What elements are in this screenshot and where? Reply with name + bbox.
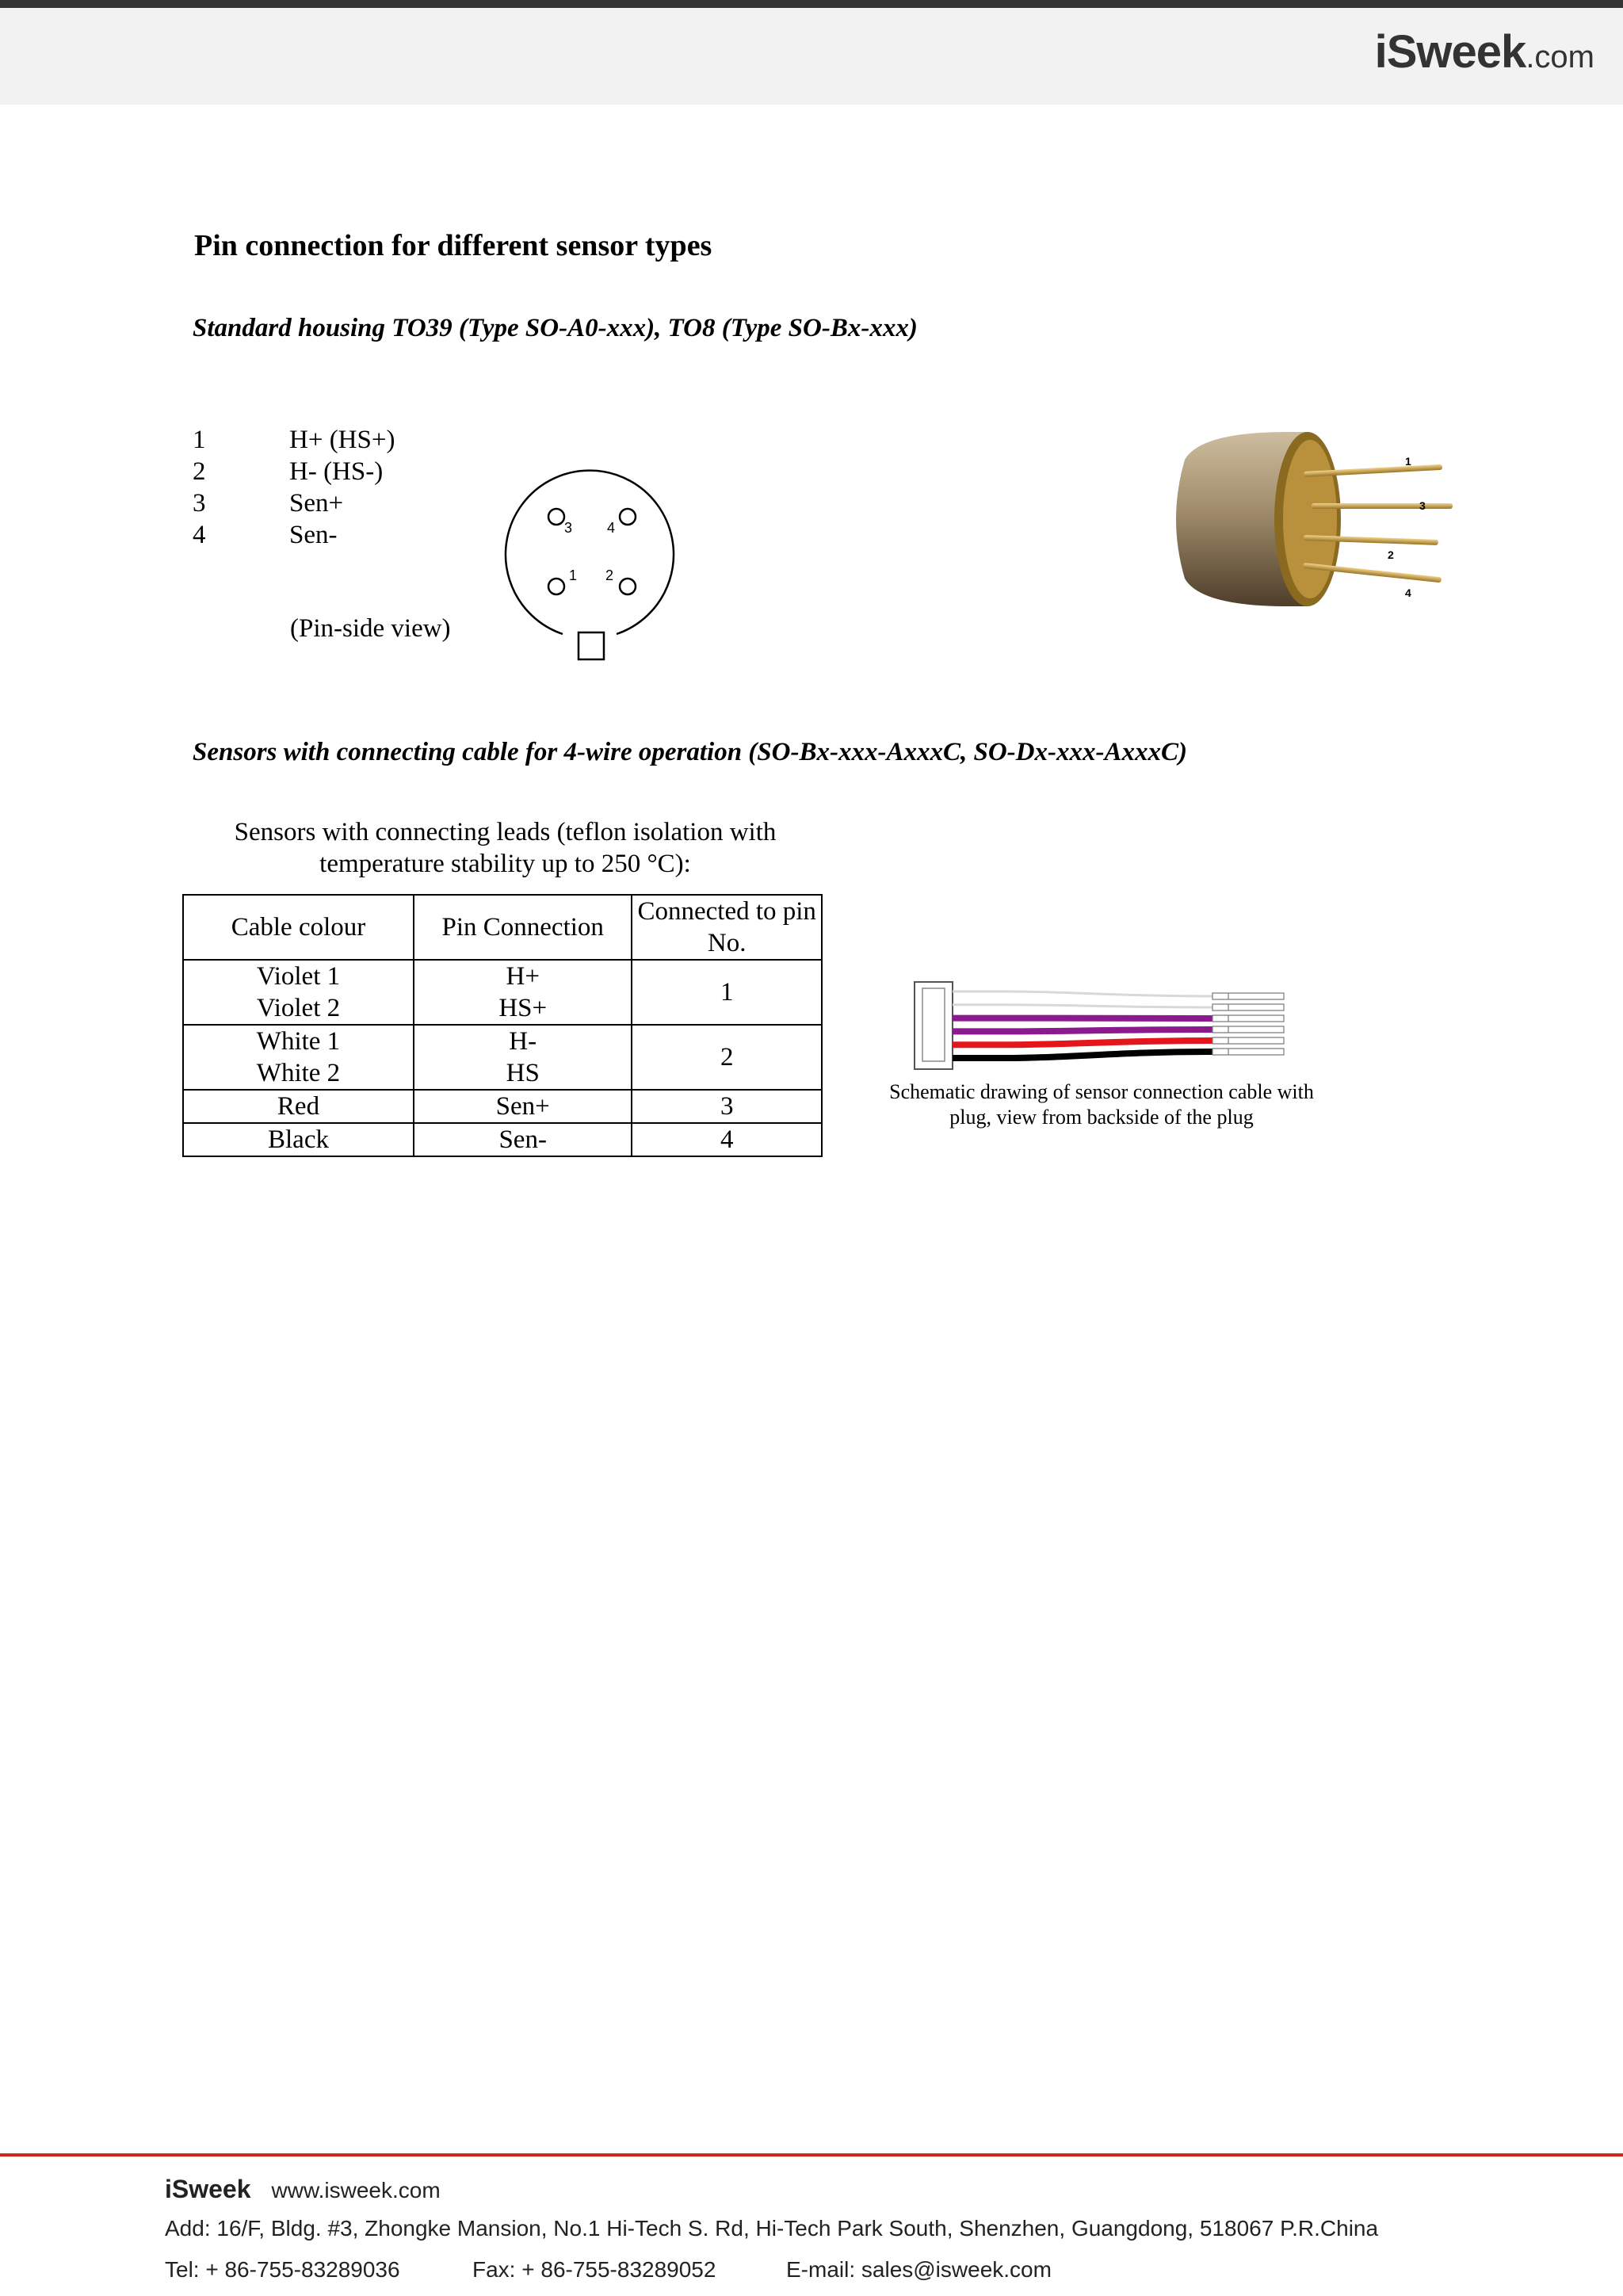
wire-terminal	[1212, 1015, 1284, 1022]
pin-row	[193, 487, 395, 519]
wire-terminal	[1212, 993, 1284, 999]
pin-side-view-diagram	[499, 460, 689, 666]
cell-line: Violet 1	[256, 962, 341, 991]
cell-pin-number: 2	[632, 1025, 822, 1090]
drawing-caption-line: plug, view from backside of the plug	[949, 1106, 1254, 1129]
footer-logo: iSweek	[165, 2175, 251, 2203]
footer-line-1	[165, 2175, 441, 2204]
pin-side-view-note: (Pin-side view)	[290, 614, 451, 643]
pin-2-hole	[620, 579, 636, 594]
footer-divider	[0, 2153, 1623, 2157]
photo-pin-label: 3	[1419, 499, 1426, 512]
table-row	[183, 960, 822, 1025]
table-caption	[182, 816, 828, 880]
pin-1-number: 1	[569, 567, 578, 583]
pin-label: Sen-	[289, 521, 338, 549]
footer-address: Add: 16/F, Bldg. #3, Zhongke Mansion, No.1 Hi-Tech S. Rd, Hi-Tech Park South, Shenzhen, Guangdong, 518067 P.R.China	[165, 2216, 1379, 2241]
wires	[953, 991, 1284, 1058]
cell-line: H-	[509, 1027, 537, 1056]
cell-pin: Sen+	[414, 1090, 632, 1123]
pin-4-hole	[620, 509, 636, 525]
cable-wire	[953, 1041, 1212, 1045]
pin-number: 3	[193, 489, 206, 518]
footer-line-3	[165, 2257, 1052, 2283]
sensor-base-face	[1283, 440, 1337, 598]
footer-email-link[interactable]: E-mail: sales@isweek.com	[786, 2257, 1052, 2282]
cell-line: HS	[506, 1059, 540, 1087]
header-connected-to: Connected to pin No.	[632, 895, 822, 960]
brand-logo-suffix: .com	[1526, 40, 1594, 74]
brand-logo-main: iSweek	[1374, 26, 1526, 78]
cell-colour: Red	[183, 1090, 414, 1123]
pin-3-hole	[548, 509, 564, 525]
table-row	[183, 1090, 822, 1123]
table-row	[183, 1123, 822, 1156]
wire-terminal	[1212, 1026, 1284, 1033]
pin-3-number: 3	[564, 520, 573, 536]
housing-outline	[506, 471, 674, 634]
brand-logo[interactable]	[1375, 25, 1594, 78]
pin-2-number: 2	[605, 567, 614, 583]
photo-pin-label: 1	[1405, 455, 1411, 468]
footer-tel: Tel: + 86-755-83289036	[165, 2257, 400, 2282]
sensor-pin	[1312, 503, 1453, 509]
pin-label: Sen+	[289, 489, 344, 518]
table-caption-line: Sensors with connecting leads (teflon isolation with	[234, 818, 777, 846]
pin-4-number: 4	[607, 520, 616, 536]
housing-tab	[579, 632, 604, 659]
drawing-caption-line: Schematic drawing of sensor connection cable with	[889, 1080, 1314, 1103]
pin-label: H- (HS-)	[289, 457, 384, 486]
photo-pin-label: 4	[1405, 586, 1411, 599]
cell-colour	[183, 1025, 414, 1090]
cable-wire	[953, 1030, 1212, 1031]
wire-terminal	[1212, 1004, 1284, 1010]
photo-pin-label: 2	[1388, 548, 1394, 561]
table-header-row	[183, 895, 822, 960]
cell-pin	[414, 960, 632, 1025]
cell-line: White 2	[256, 1059, 341, 1087]
cell-colour: Black	[183, 1123, 414, 1156]
wire-terminal	[1212, 1037, 1284, 1044]
cell-line: HS+	[498, 994, 548, 1022]
cable-wire	[953, 1005, 1212, 1007]
pin-number: 1	[193, 426, 206, 454]
cable-wire	[953, 991, 1212, 996]
cell-line: H+	[506, 962, 540, 991]
header-pin-connection: Pin Connection	[414, 895, 632, 960]
section2-heading: Sensors with connecting cable for 4-wire operation (SO-Bx-xxx-AxxxC, SO-Dx-xxx-AxxxC)	[193, 738, 1187, 766]
cell-line: White 1	[256, 1027, 341, 1056]
pin-list	[193, 424, 395, 551]
drawing-caption	[872, 1079, 1331, 1130]
footer-fax: Fax: + 86-755-83289052	[472, 2257, 716, 2282]
pin-label: H+ (HS+)	[289, 426, 395, 454]
pin-row	[193, 519, 395, 551]
table-caption-line: temperature stability up to 250 °C):	[319, 850, 691, 878]
cell-pin-number: 4	[632, 1123, 822, 1156]
cell-pin	[414, 1025, 632, 1090]
footer-website-link[interactable]: www.isweek.com	[271, 2178, 441, 2202]
plug-face	[922, 988, 945, 1061]
cable-table	[182, 894, 823, 1157]
pin-1-hole	[548, 579, 564, 594]
section1-heading: Standard housing TO39 (Type SO-A0-xxx), TO8 (Type SO-Bx-xxx)	[193, 314, 918, 342]
wire-terminal	[1212, 1049, 1284, 1055]
header-cable-colour: Cable colour	[183, 895, 414, 960]
cell-line: Violet 2	[256, 994, 341, 1022]
cell-pin: Sen-	[414, 1123, 632, 1156]
cell-pin-number: 3	[632, 1090, 822, 1123]
pin-number: 2	[193, 457, 206, 486]
cable-schematic	[911, 979, 1300, 1074]
page-title: Pin connection for different sensor types	[194, 229, 712, 262]
pin-number: 4	[193, 521, 206, 549]
pin-row	[193, 456, 395, 487]
cell-pin-number: 1	[632, 960, 822, 1025]
cable-wire	[953, 1052, 1212, 1058]
cell-colour	[183, 960, 414, 1025]
table-row	[183, 1025, 822, 1090]
pin-row	[193, 424, 395, 456]
sensor-photo	[1153, 424, 1454, 618]
top-bar	[0, 0, 1623, 8]
